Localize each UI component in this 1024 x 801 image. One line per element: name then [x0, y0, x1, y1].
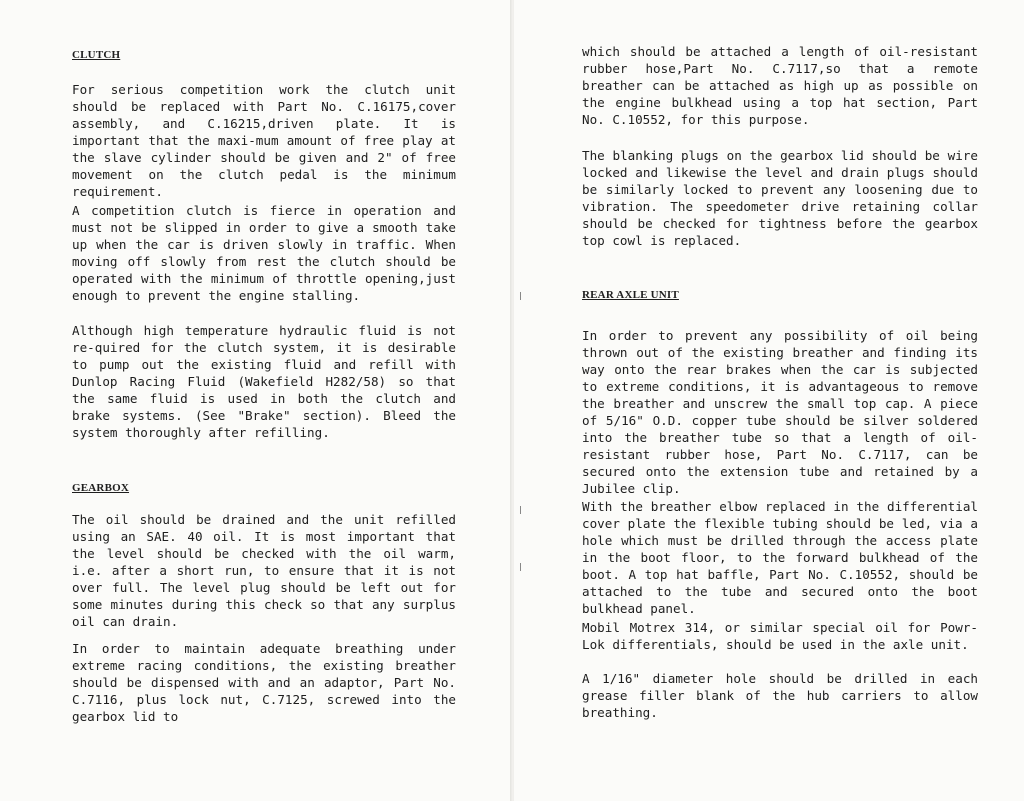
- gearbox-paragraph-2: In order to maintain adequate breathing under extreme racing conditions, the existing breather should be dispensed with and an adaptor, Part No. C.7116, plus lock nut, C.7125, screwed into the gearbox lid to: [72, 641, 456, 724]
- margin-mark: [520, 506, 521, 514]
- rear-axle-heading: REAR AXLE UNIT: [582, 289, 679, 301]
- clutch-paragraph-1: For serious competition work the clutch unit should be replaced with Part No. C.16175,cover assembly, and C.16215,driven plate. It is important that the maxi-mum amount of free play at the slave cylinder should be given and 2" of free movement on the clutch pedal is the minimum requirement.: [72, 82, 456, 199]
- clutch-paragraph-3: Although high temperature hydraulic fluid is not re-quired for the clutch system, it is desirable to pump out the existing fluid and refill with Dunlop Racing Fluid (Wakefield H282/58) so that the same fluid is used in both the clutch and brake systems. (See "Brake" section). Bleed the system thoroughly after refilling.: [72, 323, 456, 440]
- gearbox-continued-paragraph-2: The blanking plugs on the gearbox lid should be wire locked and likewise the level and drain plugs should be similarly locked to prevent any loosening due to vibration. The speedometer drive retaining collar should be checked for tightness before the gearbox top cowl is replaced.: [582, 148, 978, 248]
- margin-mark: [520, 563, 521, 571]
- margin-mark: [520, 292, 521, 300]
- rear-axle-paragraph-2: With the breather elbow replaced in the differential cover plate the flexible tubing should be led, via a hole which must be drilled through the access plate in the boot floor, to the forward bulkhead of the boot. A top hat baffle, Part No. C.10552, should be attached to the tube and secured onto the boot bulkhead panel.: [582, 499, 978, 616]
- clutch-paragraph-2: A competition clutch is fierce in operation and must not be slipped in order to give a smooth take up when the car is driven slowly in traffic. When moving off slowly from rest the clutch should be operated with the minimum of throttle opening,just enough to prevent the engine stalling.: [72, 203, 456, 303]
- rear-axle-paragraph-3: Mobil Motrex 314, or similar special oil for Powr-Lok differentials, should be used in the axle unit.: [582, 620, 978, 652]
- right-page: [514, 0, 1024, 801]
- gearbox-paragraph-1: The oil should be drained and the unit refilled using an SAE. 40 oil. It is most important that the level should be checked with the oil warm, i.e. after a short run, to ensure that it is not over full. The level plug should be left out for some minutes during this check so that any surplus oil can drain.: [72, 512, 456, 629]
- clutch-heading: CLUTCH: [72, 49, 121, 61]
- gearbox-heading: GEARBOX: [72, 482, 130, 494]
- gearbox-continued-paragraph-1: which should be attached a length of oil-resistant rubber hose,Part No. C.7117,so that a remote breather can be attached as high up as possible on the engine bulkhead using a top hat section, Part No. C.10552, for this purpose.: [582, 44, 978, 127]
- rear-axle-paragraph-4: A 1/16" diameter hole should be drilled in each grease filler blank of the hub carriers to allow breathing.: [582, 671, 978, 720]
- rear-axle-paragraph-1: In order to prevent any possibility of oil being thrown out of the existing breather and finding its way onto the rear brakes when the car is subjected to extreme conditions, it is advantageous to remove the breather and unscrew the small top cap. A piece of 5/16" O.D. copper tube should be silver soldered into the breather tube so that a length of oil-resistant rubber hose, Part No. C.7117, can be secured onto the extension tube and retained by a Jubilee clip.: [582, 328, 978, 496]
